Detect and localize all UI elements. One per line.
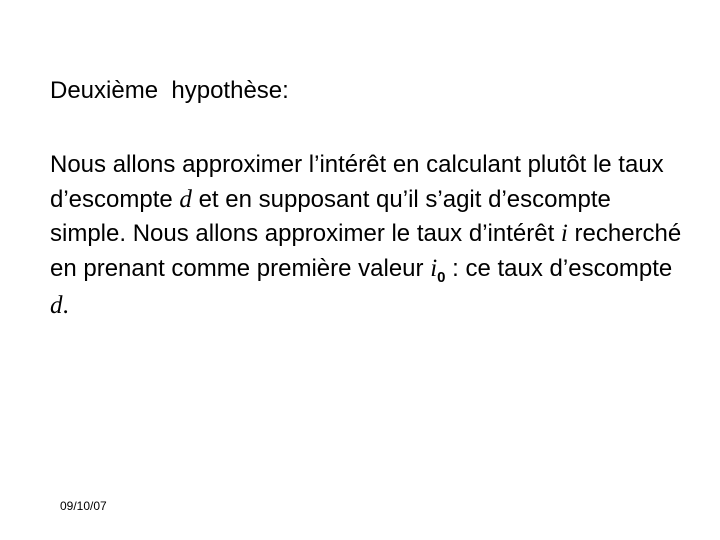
math-variable-i0 <box>430 254 446 286</box>
math-variable-d-final <box>50 292 69 319</box>
math-variable-i: i <box>560 220 568 247</box>
math-period: . <box>62 292 69 319</box>
math-variable-d2: d <box>50 292 63 319</box>
body-text-part: : ce taux d’escompte <box>445 254 673 282</box>
slide-body <box>50 148 690 324</box>
footer-date: 09/10/07 <box>60 499 107 513</box>
body-text-part: Nous allons approximer l’intérêt en calculant plutôt le taux d’escompte <box>50 151 664 213</box>
body-text-part: recherché en prenant comme première valeur <box>50 220 682 282</box>
body-text-part: et en supposant qu’il s’agit d’escompte simple. Nous allons approximer le taux d’intérêt <box>50 185 611 247</box>
math-subscript-0: 0 <box>437 268 446 286</box>
math-variable-i0-base: i <box>430 254 438 282</box>
math-variable-d: d <box>179 185 192 213</box>
slide-title: Deuxième hypothèse: <box>50 77 289 104</box>
